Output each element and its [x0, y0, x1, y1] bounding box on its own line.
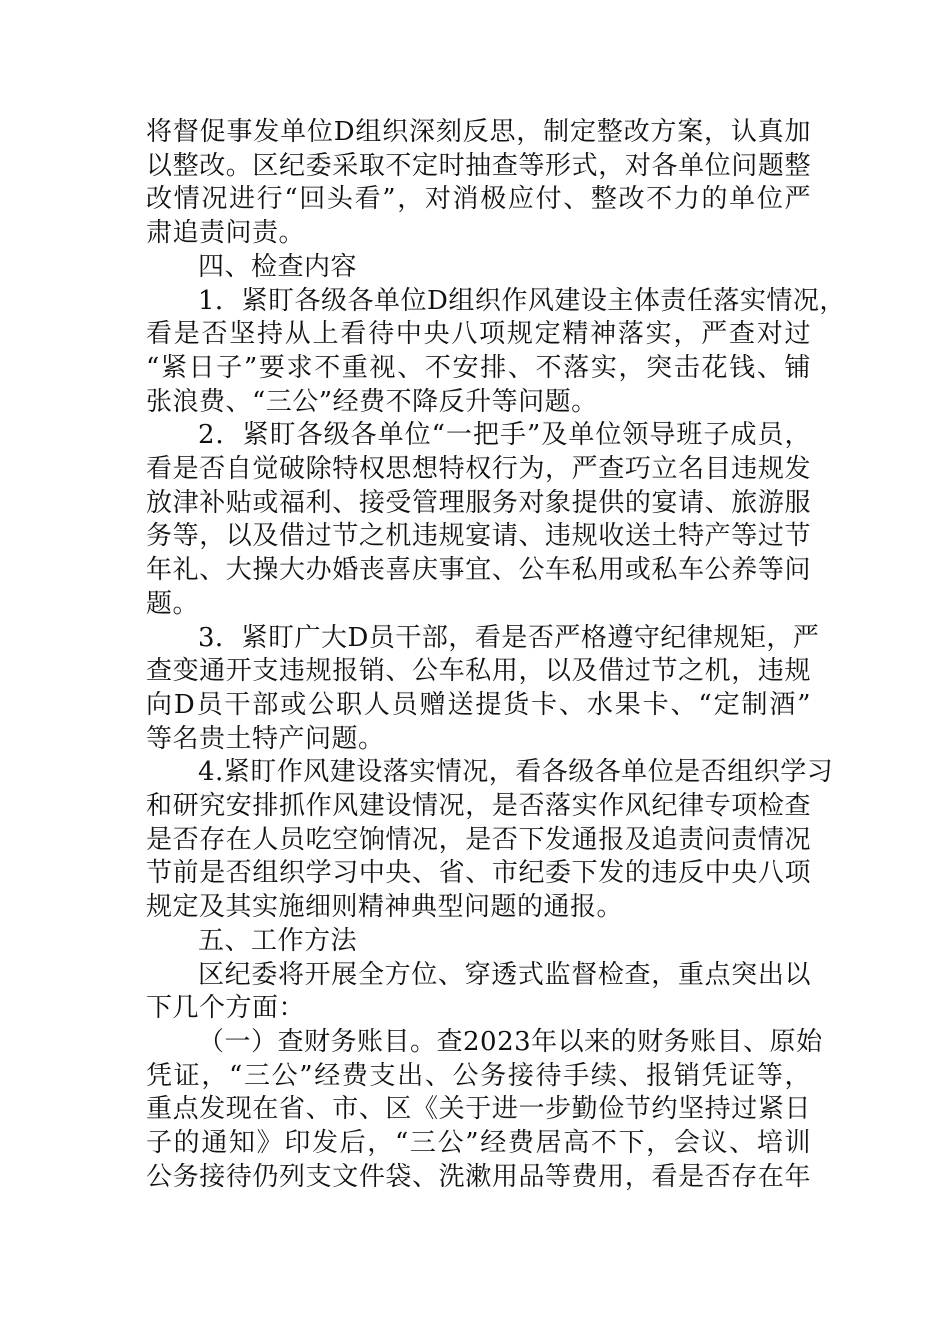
text-line: 等名贵土特产问题。 [146, 723, 385, 754]
text-line: 公务接待仍列支文件袋、洗漱用品等费用，看是否存在年 [146, 1161, 811, 1192]
text-line: 重点发现在省、市、区《关于进一步勤俭节约坚持过紧日 [146, 1094, 811, 1125]
text-line: 子的通知》印发后，“三公”经费居高不下，会议、培训 [146, 1128, 811, 1159]
text-line: 题。 [146, 588, 200, 619]
text-line: 看是否自觉破除特权思想特权行为，严查巧立名目违规发 [146, 454, 811, 485]
text-line: 区纪委将开展全方位、穿透式监督检查，重点突出以 [198, 959, 811, 990]
text-line: 4.紧盯作风建设落实情况，看各级各单位是否组织学习 [198, 757, 834, 788]
text-line: 改情况进行“回头看”，对消极应付、整改不力的单位严 [146, 184, 811, 215]
text-line: 2．紧盯各级各单位“一把手”及单位领导班子成员， [198, 420, 811, 451]
text-line: 年礼、大操大办婚丧喜庆事宜、公车私用或私车公养等问 [146, 555, 811, 586]
text-line: “紧日子”要求不重视、不安排、不落实，突击花钱、铺 [146, 352, 811, 383]
text-line: 3．紧盯广大D员干部，看是否严格遵守纪律规矩，严 [198, 622, 820, 653]
text-line: 1．紧盯各级各单位D组织作风建设主体责任落实情况， [198, 285, 846, 316]
text-line: 五、工作方法 [198, 925, 358, 956]
text-line: 看是否坚持从上看待中央八项规定精神落实，严查对过 [146, 319, 811, 350]
text-line: 规定及其实施细则精神典型问题的通报。 [146, 892, 624, 923]
text-line: 四、检查内容 [198, 251, 358, 282]
text-line: 向D员干部或公职人员赠送提货卡、水果卡、“定制酒” [146, 689, 811, 720]
text-line: 查变通开支违规报销、公车私用，以及借过节之机，违规 [146, 656, 811, 687]
document-body [146, 116, 846, 1195]
text-line: （一）查财务账目。查2023年以来的财务账目、原始 [198, 1026, 823, 1057]
text-line: 张浪费、“三公”经费不降反升等问题。 [146, 386, 598, 417]
text-line: 节前是否组织学习中央、省、市纪委下发的违反中央八项 [146, 858, 811, 889]
text-line: 放津补贴或福利、接受管理服务对象提供的宴请、旅游服 [146, 487, 811, 518]
text-line: 是否存在人员吃空饷情况，是否下发通报及追责问责情况 [146, 824, 811, 855]
text-line: 以整改。区纪委采取不定时抽查等形式，对各单位问题整 [146, 150, 811, 181]
text-line: 凭证，“三公”经费支出、公务接待手续、报销凭证等， [146, 1060, 811, 1091]
text-line: 下几个方面： [146, 993, 306, 1024]
text-line: 和研究安排抓作风建设情况，是否落实作风纪律专项检查 [146, 791, 811, 822]
text-line: 将督促事发单位D组织深刻反思，制定整改方案，认真加 [146, 117, 811, 147]
text-line: 肃追责问责。 [146, 218, 306, 249]
text-line: 务等，以及借过节之机违规宴请、违规收送土特产等过节 [146, 521, 811, 552]
